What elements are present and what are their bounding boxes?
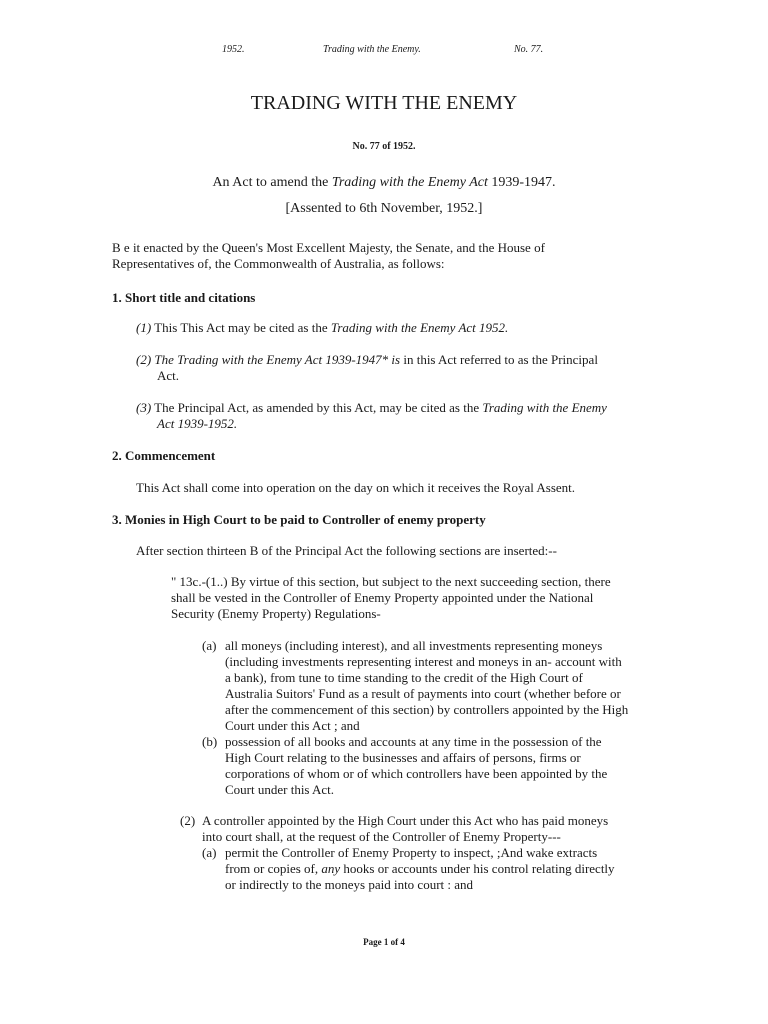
para-b-line: possession of all books and accounts at any time in the possession of the — [225, 734, 602, 749]
act-citation: Trading with the Enemy Act 1952. — [330, 320, 509, 335]
text-run: from or copies of, — [225, 861, 322, 876]
section-3-heading: 3. Monies in High Court to be paid to Controller of enemy property — [112, 512, 486, 527]
enacting-line-1: B e it enacted by the Queen's Most Excellent Majesty, the Senate, and the House of — [112, 240, 545, 255]
s13c-line-3: Security (Enemy Property) Regulations- — [171, 606, 381, 621]
section-2-heading: 2. Commencement — [112, 448, 216, 463]
text-run-italic: any — [321, 861, 341, 876]
act-citation: The Trading with the Enemy Act 1939-1947* is — [151, 352, 401, 367]
long-title-act-name: Trading with the Enemy Act — [331, 175, 488, 190]
act-citation: Trading with the Enemy — [482, 400, 607, 415]
text-run: hooks or accounts under his control relating directly — [340, 861, 615, 876]
para-a-line: (including investments representing interest and moneys in an- account with — [225, 654, 622, 669]
s13c-subsection-2-line-2: into court shall, at the request of the Controller of Enemy Property--- — [202, 829, 561, 844]
sub2-para-a-line-2 — [225, 861, 615, 877]
subsection-number: (1) — [136, 320, 152, 335]
page-number: Page 1 of 4 — [363, 937, 405, 947]
para-b-line: Court under this Act. — [225, 782, 335, 797]
para-a-line: Australia Suitors' Fund as a result of payments into court (whether before or — [225, 686, 621, 701]
section-1-subsection-3-line-2: Act 1939-1952. — [157, 416, 238, 431]
document-title: TRADING WITH THE ENEMY — [250, 92, 518, 114]
header-number: No. 77. — [514, 44, 544, 55]
para-b-line: corporations of whom or of which controllers have been appointed by the — [225, 766, 608, 781]
assent-date: [Assented to 6th November, 1952.] — [285, 201, 483, 216]
para-a-label: (a) — [202, 638, 217, 653]
s13c-subsection-2-line-1: A controller appointed by the High Court under this Act who has paid moneys — [202, 813, 609, 828]
s13c-line-1: " 13c.-(1..) By virtue of this section, but subject to the next succeeding section, there — [171, 574, 611, 589]
subsection-number: (3) — [136, 400, 152, 415]
para-a-line: after the commencement of this section) by controllers appointed by the High — [225, 702, 629, 717]
header-year: 1952. — [222, 44, 245, 55]
subsection-number: (2) — [136, 352, 152, 367]
long-title-suffix: 1939-1947. — [487, 175, 556, 190]
para-a-line: a bank), from tune to time standing to the credit of the High Court of — [225, 670, 583, 685]
para-b-line: High Court relating to the businesses and affairs of persons, firms or — [225, 750, 581, 765]
sub2-para-a-label: (a) — [202, 845, 217, 860]
enacting-line-2: Representatives of, the Commonwealth of Australia, as follows: — [112, 256, 445, 271]
subsection-text: The Principal Act, as amended by this Act, may be cited as the — [151, 400, 483, 415]
s13c-subsection-2-number: (2) — [180, 813, 196, 828]
long-title — [0, 175, 768, 191]
section-1-subsection-2-line-2: Act. — [157, 368, 180, 383]
subsection-text: in this Act referred to as the Principal — [400, 352, 598, 367]
sub2-para-a-line-3: or indirectly to the moneys paid into court : and — [225, 877, 474, 892]
section-1-subsection-3 — [136, 400, 607, 416]
s13c-line-2: shall be vested in the Controller of Enemy Property appointed under the National — [171, 590, 594, 605]
section-1-heading: 1. Short title and citations — [112, 290, 256, 305]
para-b-label: (b) — [202, 734, 218, 749]
subsection-text: This This Act may be cited as the — [151, 320, 331, 335]
act-number: No. 77 of 1952. — [352, 141, 416, 152]
sub2-para-a-line-1: permit the Controller of Enemy Property to inspect, ;And wake extracts — [225, 845, 598, 860]
section-2-text: This Act shall come into operation on the day on which it receives the Royal Assent. — [136, 480, 576, 495]
para-a-line: all moneys (including interest), and all investments representing moneys — [225, 638, 603, 653]
section-3-intro: After section thirteen B of the Principal Act the following sections are inserted:-- — [136, 543, 557, 558]
section-1-subsection-1 — [136, 320, 508, 336]
section-1-subsection-2 — [136, 352, 598, 368]
para-a-line: Court under this Act ; and — [225, 718, 360, 733]
long-title-prefix: An Act to amend the — [212, 175, 332, 190]
header-title: Trading with the Enemy. — [323, 44, 421, 55]
